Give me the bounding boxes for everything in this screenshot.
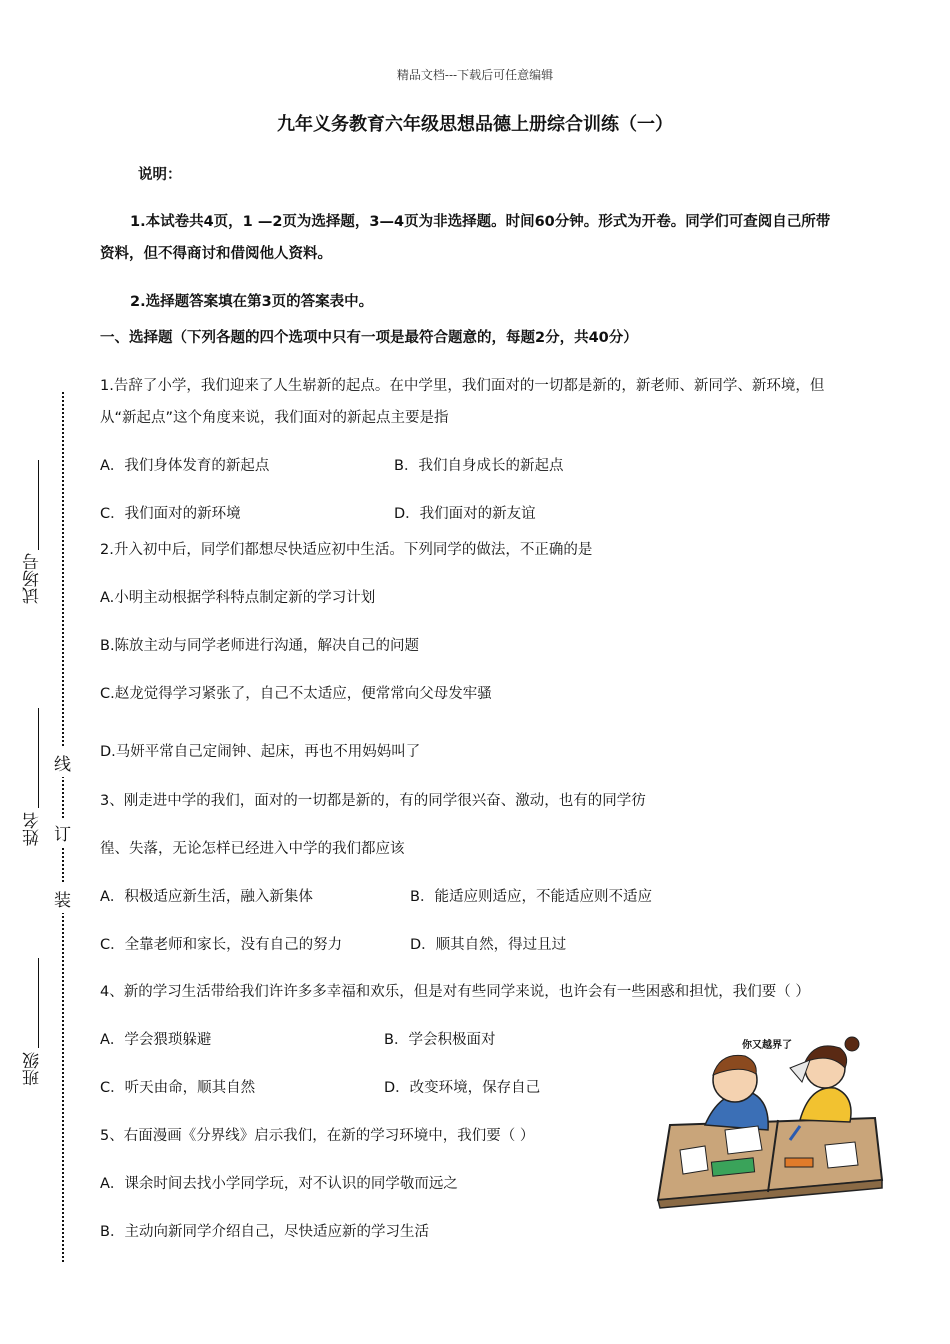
instruction-1-line-2: 资料，但不得商讨和借阅他人资料。 bbox=[100, 246, 332, 262]
q4-stem: 4、新的学习生活带给我们许许多多幸福和欢乐，但是对有些同学来说，也许会有一些困惑和担忧，我们要（ ） bbox=[100, 984, 810, 1000]
q2-option-d: D.马妍平常自己定闹钟、起床，再也不用妈妈叫了 bbox=[100, 744, 421, 760]
name-underline bbox=[38, 708, 39, 808]
exam-room-label: 试场号 bbox=[23, 553, 43, 604]
q4-option-a: A．学会猥琐躲避 bbox=[100, 1032, 212, 1048]
q4-option-b: B．学会积极面对 bbox=[384, 1032, 496, 1048]
q3-option-d: D．顺其自然，得过且过 bbox=[410, 937, 567, 953]
q2-option-b: B.陈放主动与同学老师进行沟通，解决自己的问题 bbox=[100, 638, 420, 654]
q5-option-b: B．主动向新同学介绍自己，尽快适应新的学习生活 bbox=[100, 1224, 429, 1240]
comic-drawing bbox=[650, 1030, 890, 1210]
q4-option-d: D．改变环境，保存自己 bbox=[384, 1080, 541, 1096]
class-label: 班级 bbox=[23, 1052, 43, 1086]
q3-option-c: C．全靠老师和家长，没有自己的努力 bbox=[100, 937, 343, 953]
binding-mark-xian: 线 bbox=[54, 748, 71, 777]
q4-option-c: C．听天由命，顺其自然 bbox=[100, 1080, 256, 1096]
q3-option-a: A．积极适应新生活，融入新集体 bbox=[100, 889, 313, 905]
name-label: 姓名 bbox=[23, 812, 43, 846]
q3-option-b: B．能适应则适应，不能适应则不适应 bbox=[410, 889, 652, 905]
q1-option-a: A．我们身体发育的新起点 bbox=[100, 458, 270, 474]
q1-stem-line-2: 从“新起点”这个角度来说，我们面对的新起点主要是指 bbox=[100, 410, 449, 426]
instruction-1-line-1: 1.本试卷共4页，1 —2页为选择题，3—4页为非选择题。时间60分钟。形式为开卷。同学们可查阅自己所带 bbox=[130, 214, 831, 230]
q2-stem: 2.升入初中后，同学们都想尽快适应初中生活。下列同学的做法，不正确的是 bbox=[100, 542, 593, 558]
instruction-2: 2.选择题答案填在第3页的答案表中。 bbox=[130, 294, 374, 310]
q2-option-a: A.小明主动根据学科特点制定新的学习计划 bbox=[100, 590, 376, 606]
class-underline bbox=[38, 958, 39, 1048]
q5-option-a: A．课余时间去找小学同学玩，对不认识的同学敬而远之 bbox=[100, 1176, 458, 1192]
q2-option-c: C.赵龙觉得学习紧张了，自己不太适应，便常常向父母发牢骚 bbox=[100, 686, 492, 702]
q5-stem: 5、右面漫画《分界线》启示我们，在新的学习环境中，我们要（ ） bbox=[100, 1128, 535, 1144]
q1-option-b: B．我们自身成长的新起点 bbox=[394, 458, 564, 474]
q1-option-d: D．我们面对的新友谊 bbox=[394, 506, 536, 522]
q3-stem-line-2: 徨、失落，无论怎样已经进入中学的我们都应该 bbox=[100, 841, 405, 857]
instructions-heading: 说明： bbox=[138, 167, 182, 183]
document-header: 精品文档---下载后可任意编辑 bbox=[396, 68, 554, 82]
q3-stem-line-1: 3、刚走进中学的我们，面对的一切都是新的，有的同学很兴奋、激动，也有的同学彷 bbox=[100, 793, 646, 809]
page-title: 九年义务教育六年级思想品德上册综合训练（一） bbox=[277, 114, 673, 135]
q1-stem-line-1: 1.告辞了小学，我们迎来了人生崭新的起点。在中学里，我们面对的一切都是新的，新老师、新同学、新环境，但 bbox=[100, 378, 825, 394]
q1-option-c: C．我们面对的新环境 bbox=[100, 506, 241, 522]
exam-room-underline bbox=[38, 460, 39, 550]
boundary-line-comic bbox=[650, 1030, 890, 1210]
binding-mark-ding: 订 bbox=[54, 818, 71, 847]
binding-mark-zhuang: 装 bbox=[54, 884, 71, 913]
comic-speech-bubble: 你又越界了 bbox=[742, 1040, 792, 1051]
section-heading: 一、选择题（下列各题的四个选项中只有一项是最符合题意的，每题2分，共40分） bbox=[100, 330, 638, 346]
